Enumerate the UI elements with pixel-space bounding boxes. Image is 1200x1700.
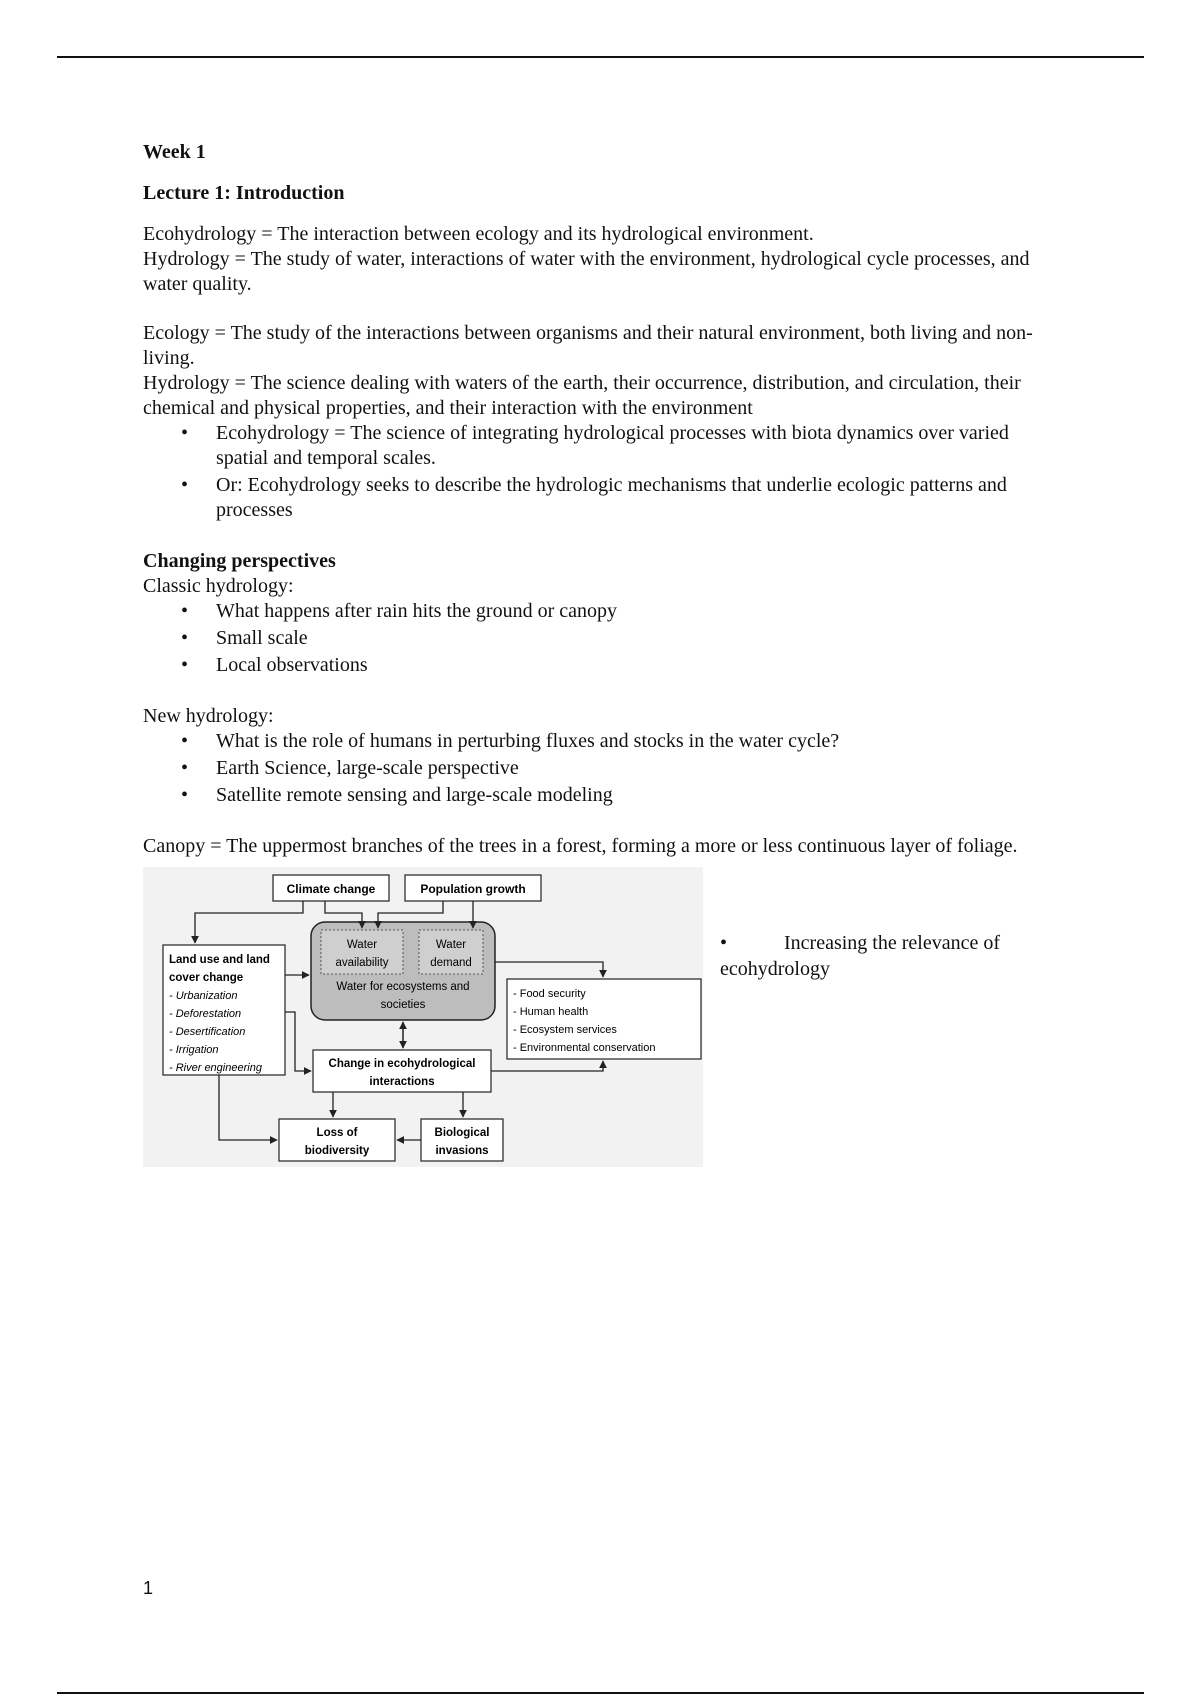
list-item: • Ecohydrology = The science of integrating hydrological processes with biota dynamics over varied spatial and temporal scales. <box>143 421 1063 471</box>
land-use-title: Land use and land <box>169 954 270 966</box>
ecohydrology-bullets <box>143 421 1063 523</box>
top-rule <box>57 56 1144 58</box>
land-use-item: - Irrigation <box>169 1044 219 1056</box>
side-note-text: Increasing the relevance of ecohydrology <box>720 932 1000 980</box>
lecture-heading: Lecture 1: Introduction <box>143 182 345 204</box>
land-use-item: - Urbanization <box>169 990 238 1002</box>
list-item: • Small scale <box>143 626 1063 651</box>
definition-hydrology-science: Hydrology = The science dealing with waters of the earth, their occurrence, distribution, and circulation, their chemical and physical properties, and their interaction with the environment <box>143 372 1021 419</box>
week-heading: Week 1 <box>143 141 206 163</box>
ecohydrology-diagram <box>143 867 703 1167</box>
list-item: • Local observations <box>143 653 1063 678</box>
population-growth-label: Population growth <box>420 882 526 896</box>
change-ecohydrological-label: Change in ecohydrological <box>328 1058 476 1070</box>
bottom-rule <box>57 1692 1144 1694</box>
new-hydrology-list <box>143 729 1063 808</box>
change-ecohydrological-label: interactions <box>369 1076 435 1088</box>
list-item: • Satellite remote sensing and large-scale modeling <box>143 783 1063 808</box>
classic-hydrology-list <box>143 599 1063 678</box>
definition-hydrology: Hydrology = The study of water, interactions of water with the environment, hydrological cycle processes, and water quality. <box>143 248 1030 295</box>
impact-item: - Food security <box>513 988 586 1000</box>
figure-row <box>143 867 1063 1167</box>
section-heading: Changing perspectives <box>143 550 336 572</box>
side-note <box>720 930 1055 982</box>
biological-invasions-label: invasions <box>435 1145 489 1157</box>
new-hydrology-label: New hydrology: <box>143 705 274 727</box>
loss-biodiversity-label: Loss of <box>316 1127 358 1139</box>
definition-ecohydrology: Ecohydrology = The interaction between ecology and its hydrological environment. <box>143 223 814 245</box>
water-availability-label: availability <box>335 957 389 969</box>
land-use-item: - Deforestation <box>169 1008 242 1020</box>
land-use-title: cover change <box>169 972 244 984</box>
classic-hydrology-label: Classic hydrology: <box>143 575 294 597</box>
water-ecosystems-label: Water for ecosystems and <box>336 981 470 993</box>
bullet-icon: • <box>720 932 728 954</box>
impact-item: - Ecosystem services <box>513 1024 617 1036</box>
biological-invasions-label: Biological <box>434 1127 490 1139</box>
definition-canopy: Canopy = The uppermost branches of the trees in a forest, forming a more or less continuous layer of foliage. <box>143 835 1018 857</box>
water-ecosystems-label: societies <box>380 999 426 1011</box>
climate-change-label: Climate change <box>286 882 376 896</box>
list-item: • Or: Ecohydrology seeks to describe the hydrologic mechanisms that underlie ecologic patterns and processes <box>143 473 1063 523</box>
water-demand-label: demand <box>430 957 472 969</box>
page-number: 1 <box>143 1578 154 1598</box>
land-use-item: - River engineering <box>169 1062 262 1074</box>
water-availability-label: Water <box>346 939 378 951</box>
list-item: • What is the role of humans in perturbing fluxes and stocks in the water cycle? <box>143 729 1063 754</box>
impact-item: - Human health <box>513 1006 589 1018</box>
land-use-item: - Desertification <box>169 1026 246 1038</box>
document-body <box>143 140 1063 1167</box>
loss-biodiversity-label: biodiversity <box>304 1145 370 1157</box>
water-demand-label: Water <box>435 939 467 951</box>
list-item: • Earth Science, large-scale perspective <box>143 756 1063 781</box>
impact-item: - Environmental conservation <box>513 1042 656 1054</box>
definition-ecology: Ecology = The study of the interactions between organisms and their natural environment, both living and non-living. <box>143 322 1033 369</box>
list-item: • What happens after rain hits the ground or canopy <box>143 599 1063 624</box>
